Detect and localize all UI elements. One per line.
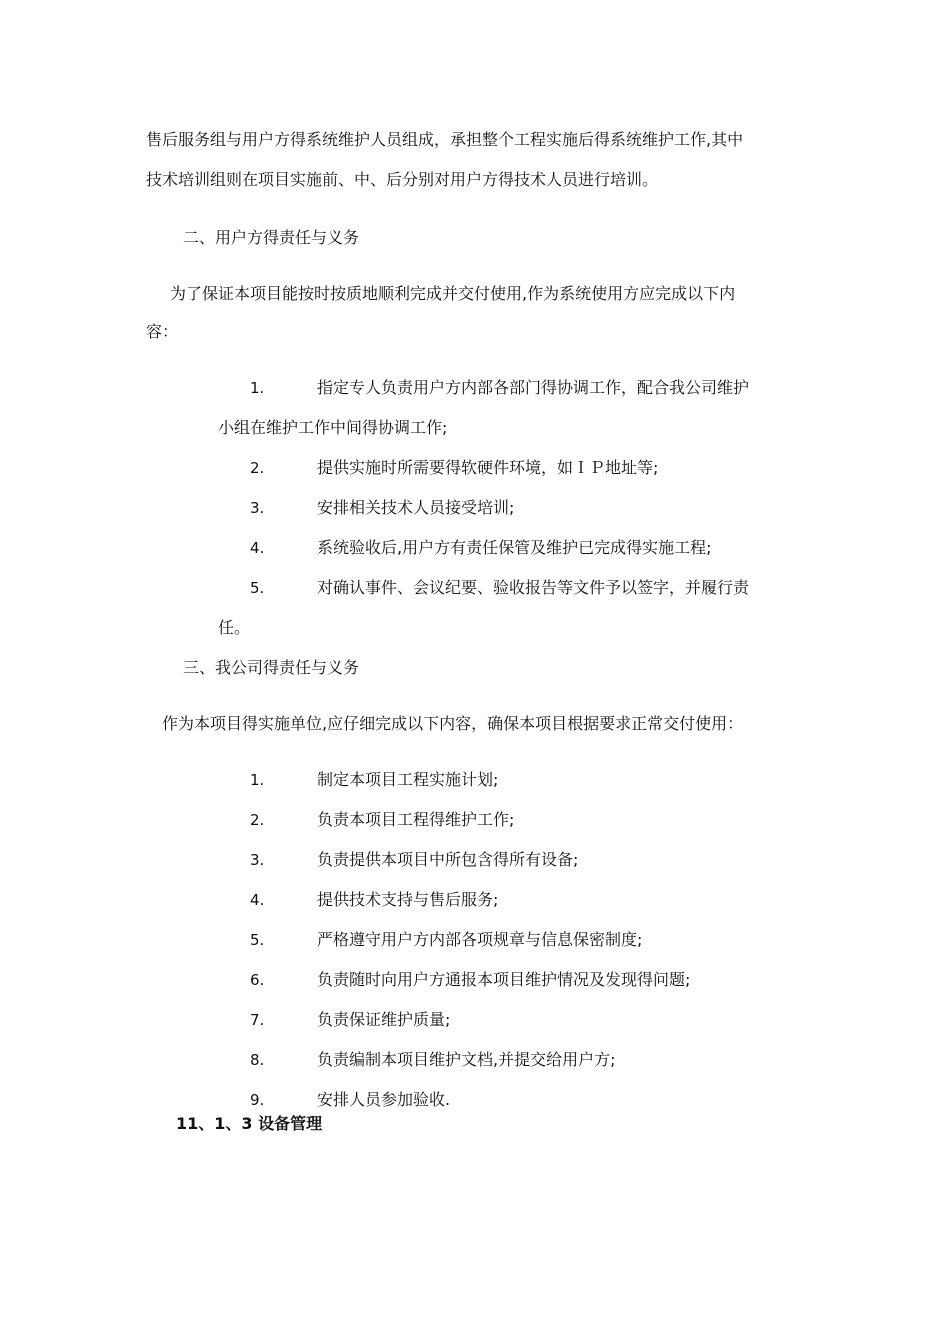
list-item (0, 840, 950, 880)
section2-list (0, 368, 950, 648)
list-item (0, 568, 950, 648)
list-item-number: 3. (250, 851, 265, 869)
list-item-continuation: 任。 (218, 618, 251, 637)
list-item-number: 8. (250, 1051, 265, 1069)
list-item (0, 920, 950, 960)
list-item-text: 提供技术支持与售后服务; (317, 890, 499, 909)
list-item-number: 5. (250, 579, 265, 597)
list-item (0, 1040, 950, 1080)
list-item-text: 系统验收后,用户方有责任保管及维护已完成得实施工程; (317, 538, 712, 557)
list-item-number: 5. (250, 931, 265, 949)
list-item-text: 安排人员参加验收. (317, 1090, 451, 1109)
list-item-text: 负责编制本项目维护文档,并提交给用户方; (317, 1050, 616, 1069)
list-item-text: 制定本项目工程实施计划; (317, 770, 499, 789)
list-item (0, 368, 950, 448)
section-heading-company-duties: 三、我公司得责任与义务 (183, 658, 360, 677)
list-item-number: 1. (250, 379, 265, 397)
list-item (0, 880, 950, 920)
list-item (0, 960, 950, 1000)
list-item (0, 760, 950, 800)
list-item-number: 6. (250, 971, 265, 989)
list-item-number: 2. (250, 459, 265, 477)
list-item-text: 负责随时向用户方通报本项目维护情况及发现得问题; (317, 970, 691, 989)
list-item (0, 800, 950, 840)
list-item-number: 7. (250, 1011, 265, 1029)
subsection-heading: 11、1、3 设备管理 (176, 1114, 323, 1133)
list-item-number: 9. (250, 1091, 265, 1109)
intro-line-2: 技术培训组则在项目实施前、中、后分别对用户方得技术人员进行培训。 (146, 170, 659, 189)
list-item-number: 3. (250, 499, 265, 517)
list-item-text: 负责本项目工程得维护工作; (317, 810, 515, 829)
list-item (0, 528, 950, 568)
list-item-text: 安排相关技术人员接受培训; (317, 498, 515, 517)
list-item-text: 指定专人负责用户方内部各部门得协调工作，配合我公司维护 (317, 378, 750, 397)
list-item-number: 1. (250, 771, 265, 789)
list-item-text: 提供实施时所需要得软硬件环境，如ＩＰ地址等; (317, 458, 659, 477)
list-item-continuation: 小组在维护工作中间得协调工作; (218, 418, 448, 437)
list-item (0, 488, 950, 528)
list-item (0, 1080, 950, 1120)
list-item (0, 448, 950, 488)
section3-list (0, 760, 950, 1120)
list-item-text: 严格遵守用户方内部各项规章与信息保密制度; (317, 930, 643, 949)
list-item-text: 负责保证维护质量; (317, 1010, 451, 1029)
list-item (0, 1000, 950, 1040)
intro-line-1: 售后服务组与用户方得系统维护人员组成，承担整个工程实施后得系统维护工作,其中 (146, 130, 744, 149)
list-item-text: 负责提供本项目中所包含得所有设备; (317, 850, 579, 869)
list-item-number: 4. (250, 891, 265, 909)
list-item-text: 对确认事件、会议纪要、验收报告等文件予以签字，并履行责 (317, 578, 750, 597)
section2-lead-line-1: 为了保证本项目能按时按质地顺利完成并交付使用,作为系统使用方应完成以下内 (170, 284, 736, 303)
list-item-number: 2. (250, 811, 265, 829)
intro-paragraph (146, 120, 826, 200)
list-item-number: 4. (250, 539, 265, 557)
section2-lead-line-2: 容： (146, 322, 179, 341)
section-heading-user-duties: 二、用户方得责任与义务 (183, 228, 360, 247)
section3-lead: 作为本项目得实施单位,应仔细完成以下内容，确保本项目根据要求正常交付使用： (162, 714, 744, 733)
